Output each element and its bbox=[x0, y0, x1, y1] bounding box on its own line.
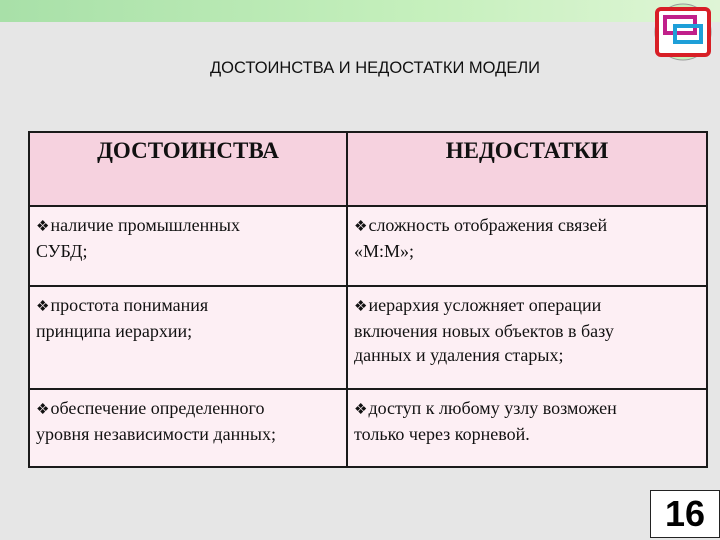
diamond-bullet-icon: ❖ bbox=[36, 299, 50, 315]
slide-title: ДОСТОИНСТВА И НЕДОСТАТКИ МОДЕЛИ bbox=[209, 59, 541, 77]
table-header-row bbox=[29, 132, 707, 206]
disadvantage-line: иерархия усложняет операции bbox=[368, 295, 602, 315]
header-disadvantages: НЕДОСТАТКИ bbox=[347, 132, 707, 206]
disadvantage-line: доступ к любому узлу возможен bbox=[368, 398, 617, 418]
advantage-line: наличие промышленных bbox=[50, 215, 240, 235]
disadvantage-line: данных и удаления старых; bbox=[354, 345, 564, 365]
disadvantage-cell bbox=[347, 286, 707, 389]
disadvantage-line: сложность отображения связей bbox=[368, 215, 608, 235]
logo-icon bbox=[649, 2, 717, 62]
disadvantage-line: включения новых объектов в базу bbox=[354, 321, 614, 341]
advantage-cell bbox=[29, 286, 347, 389]
comparison-table bbox=[28, 131, 708, 468]
top-accent-bar bbox=[0, 0, 720, 22]
diamond-bullet-icon: ❖ bbox=[36, 402, 50, 418]
diamond-bullet-icon: ❖ bbox=[354, 299, 368, 315]
disadvantage-line: только через корневой. bbox=[354, 424, 530, 444]
advantage-cell bbox=[29, 389, 347, 467]
disadvantage-line: «М:М»; bbox=[354, 241, 415, 261]
page-number: 16 bbox=[650, 490, 720, 538]
table-row bbox=[29, 389, 707, 467]
advantage-line: уровня независимости данных; bbox=[36, 424, 276, 444]
advantage-cell bbox=[29, 206, 347, 286]
advantage-line: простота понимания bbox=[50, 295, 209, 315]
advantage-line: принципа иерархии; bbox=[36, 321, 193, 341]
advantage-line: СУБД; bbox=[36, 241, 88, 261]
header-advantages: ДОСТОИНСТВА bbox=[29, 132, 347, 206]
disadvantage-cell bbox=[347, 206, 707, 286]
diamond-bullet-icon: ❖ bbox=[354, 219, 368, 235]
table-row bbox=[29, 206, 707, 286]
disadvantage-cell bbox=[347, 389, 707, 467]
diamond-bullet-icon: ❖ bbox=[36, 219, 50, 235]
diamond-bullet-icon: ❖ bbox=[354, 402, 368, 418]
advantage-line: обеспечение определенного bbox=[50, 398, 265, 418]
table-row bbox=[29, 286, 707, 389]
